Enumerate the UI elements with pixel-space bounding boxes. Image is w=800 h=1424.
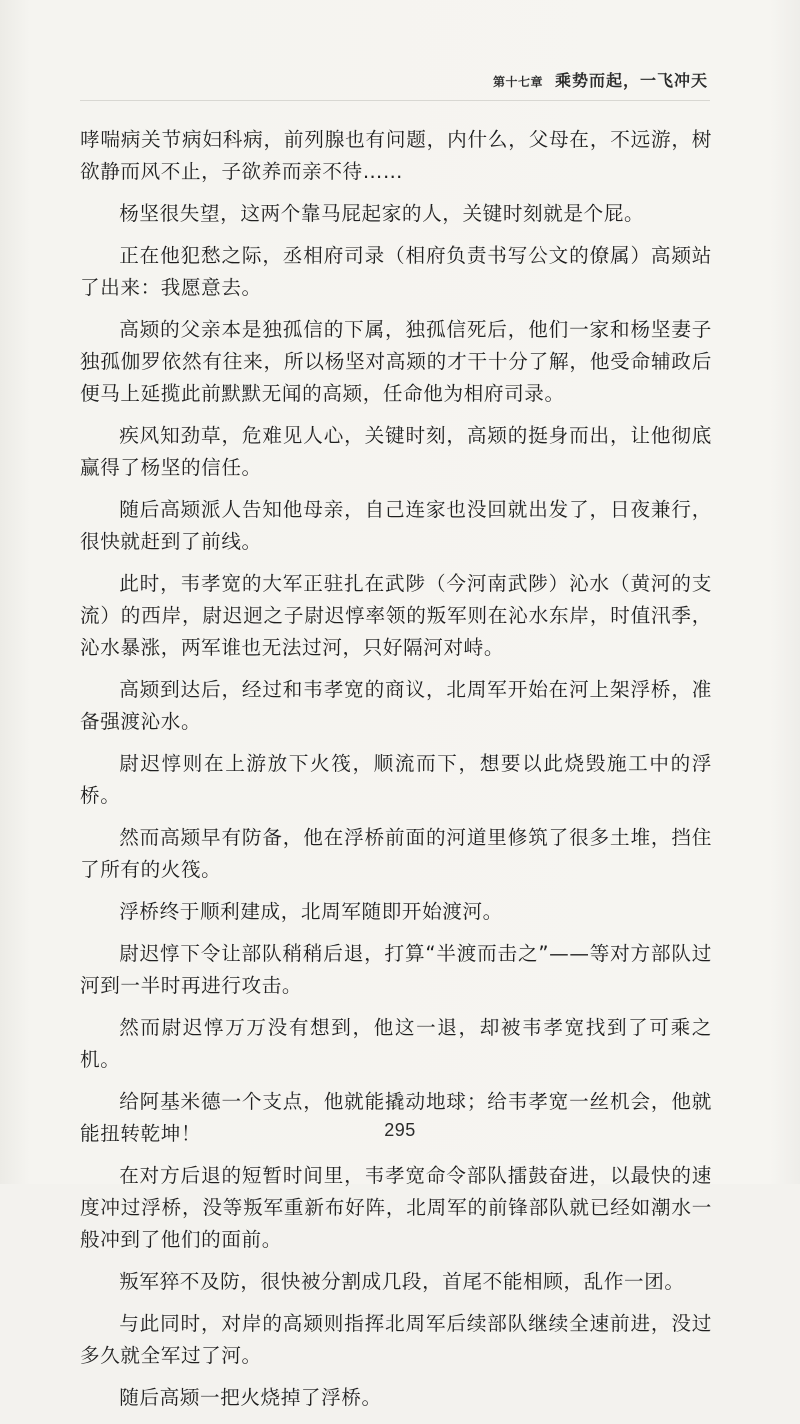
paragraph: 随后高颎派人告知他母亲，自己连家也没回就出发了，日夜兼行，很快就赶到了前线。 xyxy=(80,498,712,553)
paragraph: 然而高颎早有防备，他在浮桥前面的河道里修筑了很多土堆，挡住了所有的火筏。 xyxy=(80,826,712,881)
paragraph: 高颎到达后，经过和韦孝宽的商议，北周军开始在河上架浮桥，准备强渡沁水。 xyxy=(80,678,712,733)
chapter-number: 第十七章 xyxy=(492,75,543,89)
header-divider xyxy=(80,100,710,101)
page-number: 295 xyxy=(384,1120,416,1140)
body-text xyxy=(80,124,712,1424)
paragraph: 高颎的父亲本是独孤信的下属，独孤信死后，他们一家和杨坚妻子独孤伽罗依然有往来，所以杨坚对高颎的才干十分了解，他受命辅政后便马上延揽此前默默无闻的高颎，任命他为相府司录。 xyxy=(80,318,712,405)
paragraph: 与此同时，对岸的高颎则指挥北周军后续部队继续全速前进，没过多久就全军过了河。 xyxy=(80,1312,712,1367)
running-header xyxy=(493,68,708,94)
paragraph: 给阿基米德一个支点，他就能撬动地球；给韦孝宽一丝机会，他就能扭转乾坤！ xyxy=(80,1090,712,1145)
paragraph: 哮喘病关节病妇科病，前列腺也有问题，内什么，父母在，不远游，树欲静而风不止，子欲养而亲不待…… xyxy=(80,128,712,183)
paragraph: 杨坚很失望，这两个靠马屁起家的人，关键时刻就是个屁。 xyxy=(119,202,645,225)
chapter-title: 乘势而起，一飞冲天 xyxy=(554,71,708,90)
paragraph: 正在他犯愁之际，丞相府司录（相府负责书写公文的僚属）高颎站了出来：我愿意去。 xyxy=(80,244,712,299)
paragraph: 尉迟惇下令让部队稍稍后退，打算“半渡而击之”——等对方部队过河到一半时再进行攻击。 xyxy=(80,942,712,997)
paragraph: 此时，韦孝宽的大军正驻扎在武陟（今河南武陟）沁水（黄河的支流）的西岸，尉迟迥之子尉迟惇率领的叛军则在沁水东岸，时值汛季，沁水暴涨，两军谁也无法过河，只好隔河对峙。 xyxy=(80,572,712,659)
paragraph: 随后高颎一把火烧掉了浮桥。 xyxy=(119,1386,382,1409)
paragraph: 浮桥终于顺利建成，北周军随即开始渡河。 xyxy=(119,900,503,923)
paragraph: 然而尉迟惇万万没有想到，他这一退，却被韦孝宽找到了可乘之机。 xyxy=(80,1016,712,1071)
paragraph: 尉迟惇则在上游放下火筏，顺流而下，想要以此烧毁施工中的浮桥。 xyxy=(80,752,712,807)
paragraph: 在对方后退的短暂时间里，韦孝宽命令部队擂鼓奋进，以最快的速度冲过浮桥，没等叛军重新布好阵，北周军的前锋部队就已经如潮水一般冲到了他们的面前。 xyxy=(80,1164,712,1251)
paragraph: 叛军猝不及防，很快被分割成几段，首尾不能相顾，乱作一团。 xyxy=(119,1270,685,1293)
paragraph: 疾风知劲草，危难见人心，关键时刻，高颎的挺身而出，让他彻底赢得了杨坚的信任。 xyxy=(80,424,712,479)
